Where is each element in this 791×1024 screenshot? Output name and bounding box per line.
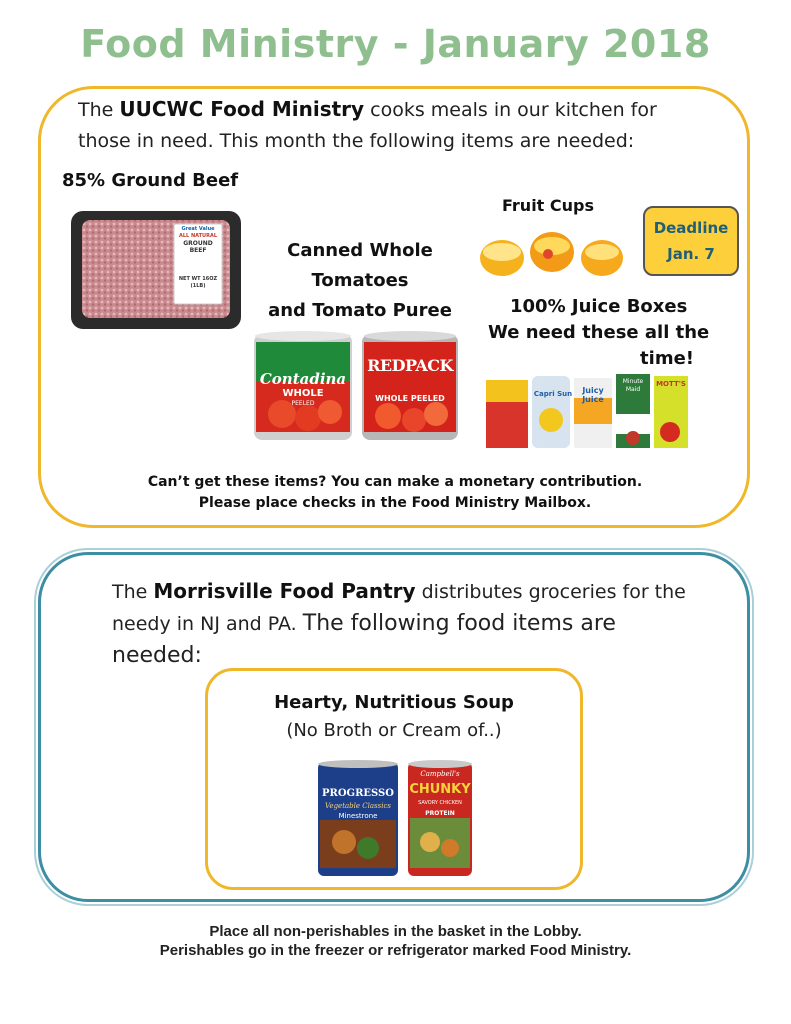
pantry-intro-line3: needed: xyxy=(112,643,202,668)
tomatoes-label-2: Tomatoes xyxy=(311,270,409,291)
footer-line2: Perishables go in the freezer or refrigerator marked Food Ministry. xyxy=(159,942,632,959)
beef-line3: BEEF xyxy=(189,247,207,254)
juice-box-juicy: Juicy Juice xyxy=(582,386,604,404)
pantry-name: Morrisville Food Pantry xyxy=(153,579,416,603)
chunky-brand: Campbell's xyxy=(420,770,460,778)
fruit-cups-label: Fruit Cups xyxy=(502,196,594,215)
juice-box-minute-maid: Minute Maid xyxy=(622,378,644,393)
beef-weight: NET WT 16OZ (1LB) xyxy=(178,276,218,289)
chunky-variety: SAVORY CHICKEN xyxy=(418,800,462,806)
fruit-cups-image xyxy=(478,228,628,280)
ground-beef-label: 85% Ground Beef xyxy=(62,170,239,191)
monetary-note-2: Please place checks in the Food Ministry Mailbox. xyxy=(198,495,592,511)
progresso-line: Vegetable Classics xyxy=(325,802,391,810)
tomatoes-label xyxy=(250,236,470,326)
ministry-intro-pre: The xyxy=(78,99,120,121)
pantry-intro-post: distributes groceries for the xyxy=(415,581,686,603)
monetary-note-1: Can’t get these items? You can make a monetary contribution. xyxy=(147,474,643,490)
juice-label-1: 100% Juice Boxes xyxy=(510,296,688,317)
page-title: Food Ministry - January 2018 xyxy=(80,22,711,66)
beef-brand: Great Value xyxy=(181,226,215,232)
juice-label-2: We need these all the xyxy=(488,322,710,343)
beef-line2: GROUND xyxy=(183,240,213,247)
deadline-label: Deadline xyxy=(653,219,729,237)
ministry-intro-post: cooks meals in our kitchen for xyxy=(364,99,657,121)
beef-package-label xyxy=(176,226,220,290)
tomatoes-label-3: and Tomato Puree xyxy=(268,300,452,321)
contadina-brand: Contadina xyxy=(259,370,347,388)
chunky-sub: PROTEIN xyxy=(425,810,455,817)
soup-label: Hearty, Nutritious Soup xyxy=(274,692,514,713)
footer-instructions xyxy=(20,922,771,960)
juice-box-capri: Capri Sun xyxy=(533,390,573,398)
deadline-date: Jan. 7 xyxy=(667,245,715,263)
ministry-intro-line2: those in need. This month the following items are needed: xyxy=(78,130,635,152)
contadina-type: WHOLE xyxy=(282,388,324,399)
juice-label-3: time! xyxy=(640,348,694,369)
chunky-line: CHUNKY xyxy=(409,782,471,797)
redpack-type: WHOLE PEELED xyxy=(375,394,445,403)
footer-line1: Place all non-perishables in the basket in the Lobby. xyxy=(209,923,582,940)
monetary-note xyxy=(60,472,730,514)
pantry-intro-line2b: The following food items are xyxy=(302,611,616,636)
tomatoes-label-1: Canned Whole xyxy=(287,240,433,261)
pantry-intro-line2a: needy in NJ and PA. xyxy=(112,613,303,635)
ministry-name: UUCWC Food Ministry xyxy=(119,97,365,121)
ministry-intro xyxy=(78,94,718,157)
juice-box-motts: MOTT'S xyxy=(656,380,686,388)
pantry-intro-pre: The xyxy=(112,581,154,603)
redpack-brand: REDPACK xyxy=(367,356,453,375)
pantry-intro xyxy=(112,576,722,672)
redpack-can-image xyxy=(360,330,460,442)
deadline-badge xyxy=(643,206,739,276)
contadina-sub: PEELED xyxy=(291,400,315,407)
soup-sub: (No Broth or Cream of..) xyxy=(286,720,502,741)
progresso-brand: PROGRESSO xyxy=(322,788,394,799)
progresso-variety: Minestrone xyxy=(338,812,378,820)
beef-line1: ALL NATURAL xyxy=(178,233,218,239)
juice-boxes-label xyxy=(488,294,728,372)
